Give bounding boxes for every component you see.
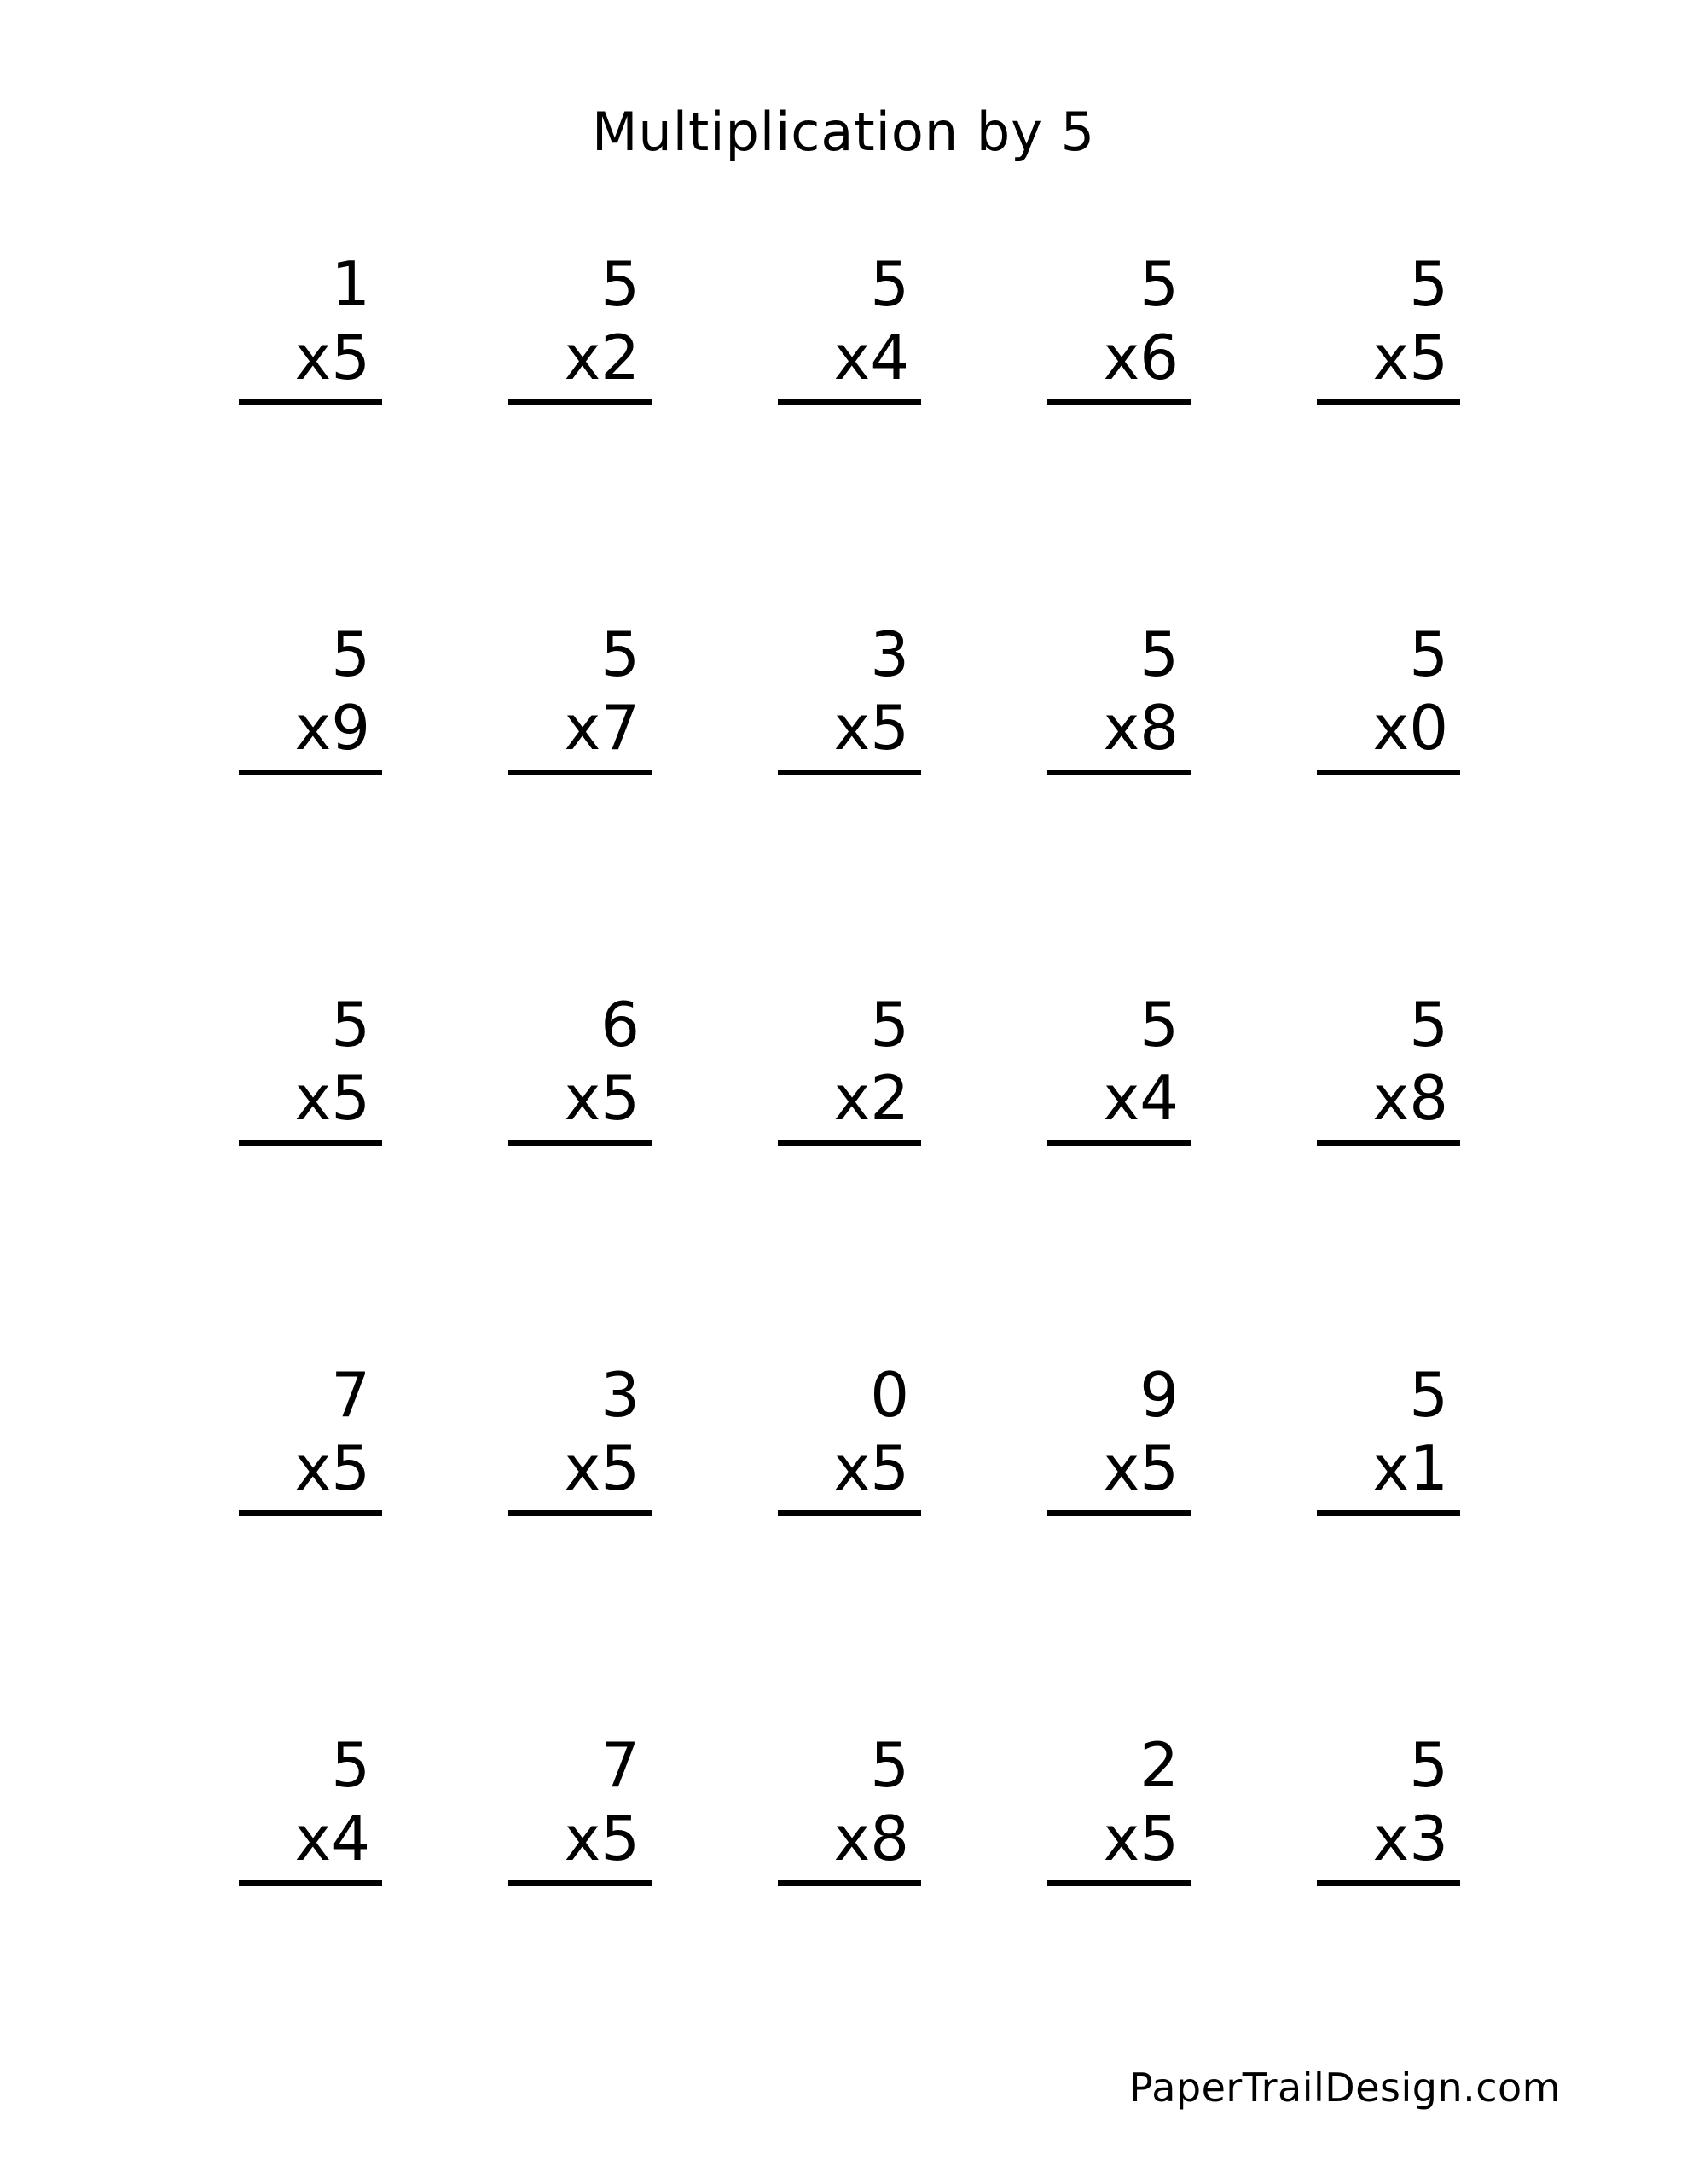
problem-factor-top: 3 bbox=[870, 619, 909, 690]
problem-item bbox=[1307, 1358, 1460, 1728]
problem-item bbox=[1037, 247, 1191, 618]
problem-item bbox=[498, 1358, 652, 1728]
problem-factor-top: 5 bbox=[1139, 619, 1179, 690]
problem-factor-bottom: x5 bbox=[564, 1062, 640, 1134]
problem-item bbox=[1307, 247, 1460, 618]
answer-rule bbox=[1047, 399, 1191, 405]
answer-rule bbox=[239, 1140, 382, 1146]
problem-factor-bottom: x1 bbox=[1372, 1432, 1448, 1504]
problem-factor-top: 9 bbox=[1139, 1359, 1179, 1431]
answer-rule bbox=[508, 770, 652, 775]
problem-factor-top: 5 bbox=[331, 619, 370, 690]
problem-factor-bottom: x8 bbox=[1372, 1062, 1448, 1134]
problem-factor-bottom: x9 bbox=[294, 692, 370, 764]
problem-factor-top: 1 bbox=[331, 248, 370, 320]
answer-rule bbox=[778, 770, 921, 775]
answer-rule bbox=[1047, 1880, 1191, 1886]
problem-factor-bottom: x4 bbox=[294, 1803, 370, 1874]
problem-item bbox=[768, 1728, 921, 2099]
problem-item bbox=[229, 988, 382, 1358]
problem-factor-bottom: x5 bbox=[294, 322, 370, 393]
answer-rule bbox=[508, 399, 652, 405]
problem-item bbox=[1307, 1728, 1460, 2099]
answer-rule bbox=[1047, 770, 1191, 775]
problem-factor-bottom: x5 bbox=[1103, 1432, 1179, 1504]
problem-factor-top: 5 bbox=[600, 248, 640, 320]
problem-factor-bottom: x2 bbox=[833, 1062, 909, 1134]
problem-item bbox=[768, 618, 921, 988]
problem-factor-bottom: x5 bbox=[294, 1062, 370, 1134]
problem-factor-bottom: x5 bbox=[564, 1803, 640, 1874]
answer-rule bbox=[508, 1140, 652, 1146]
problem-factor-bottom: x5 bbox=[294, 1432, 370, 1504]
problem-item bbox=[1037, 1728, 1191, 2099]
problem-item bbox=[768, 1358, 921, 1728]
problem-factor-bottom: x5 bbox=[1372, 322, 1448, 393]
problem-item bbox=[498, 1728, 652, 2099]
problem-factor-bottom: x5 bbox=[833, 1432, 909, 1504]
problem-item bbox=[229, 247, 382, 618]
problem-factor-bottom: x5 bbox=[564, 1432, 640, 1504]
problem-factor-top: 5 bbox=[1409, 619, 1448, 690]
problem-factor-top: 5 bbox=[870, 989, 909, 1060]
problem-factor-top: 0 bbox=[870, 1359, 909, 1431]
problems-grid bbox=[171, 247, 1518, 2099]
problem-factor-top: 5 bbox=[600, 619, 640, 690]
problem-factor-top: 3 bbox=[600, 1359, 640, 1431]
problem-item bbox=[1037, 618, 1191, 988]
problem-factor-bottom: x6 bbox=[1103, 322, 1179, 393]
answer-rule bbox=[508, 1880, 652, 1886]
problem-factor-top: 7 bbox=[600, 1729, 640, 1801]
problem-factor-top: 5 bbox=[1139, 248, 1179, 320]
problem-factor-bottom: x4 bbox=[1103, 1062, 1179, 1134]
problem-factor-bottom: x2 bbox=[564, 322, 640, 393]
problem-item bbox=[1307, 618, 1460, 988]
problem-factor-top: 5 bbox=[870, 1729, 909, 1801]
answer-rule bbox=[239, 1510, 382, 1516]
problem-factor-bottom: x5 bbox=[833, 692, 909, 764]
problem-factor-top: 5 bbox=[331, 1729, 370, 1801]
answer-rule bbox=[1317, 1140, 1460, 1146]
answer-rule bbox=[1047, 1140, 1191, 1146]
problem-item bbox=[229, 1358, 382, 1728]
answer-rule bbox=[239, 770, 382, 775]
answer-rule bbox=[239, 1880, 382, 1886]
answer-rule bbox=[1317, 1510, 1460, 1516]
problem-factor-top: 5 bbox=[1409, 1729, 1448, 1801]
answer-rule bbox=[1047, 1510, 1191, 1516]
problem-factor-bottom: x3 bbox=[1372, 1803, 1448, 1874]
problem-factor-bottom: x0 bbox=[1372, 692, 1448, 764]
answer-rule bbox=[778, 1140, 921, 1146]
problem-factor-top: 5 bbox=[870, 248, 909, 320]
answer-rule bbox=[508, 1510, 652, 1516]
answer-rule bbox=[1317, 770, 1460, 775]
problem-factor-top: 2 bbox=[1139, 1729, 1179, 1801]
problem-factor-top: 6 bbox=[600, 989, 640, 1060]
problem-item bbox=[1307, 988, 1460, 1358]
problem-item bbox=[1037, 1358, 1191, 1728]
problem-item bbox=[768, 988, 921, 1358]
answer-rule bbox=[239, 399, 382, 405]
problem-factor-top: 7 bbox=[331, 1359, 370, 1431]
problem-factor-bottom: x5 bbox=[1103, 1803, 1179, 1874]
page-title: Multiplication by 5 bbox=[591, 101, 1096, 163]
answer-rule bbox=[778, 1510, 921, 1516]
answer-rule bbox=[1317, 1880, 1460, 1886]
answer-rule bbox=[778, 399, 921, 405]
problem-factor-top: 5 bbox=[1409, 989, 1448, 1060]
footer-credit: PaperTrailDesign.com bbox=[1129, 2065, 1561, 2111]
problem-factor-bottom: x8 bbox=[833, 1803, 909, 1874]
problem-item bbox=[229, 1728, 382, 2099]
problem-item bbox=[229, 618, 382, 988]
problem-factor-top: 5 bbox=[1139, 989, 1179, 1060]
problem-item bbox=[1037, 988, 1191, 1358]
problem-item bbox=[498, 247, 652, 618]
problem-factor-top: 5 bbox=[331, 989, 370, 1060]
problem-item bbox=[768, 247, 921, 618]
problem-factor-bottom: x4 bbox=[833, 322, 909, 393]
problem-factor-bottom: x7 bbox=[564, 692, 640, 764]
problem-item bbox=[498, 988, 652, 1358]
answer-rule bbox=[1317, 399, 1460, 405]
problem-item bbox=[498, 618, 652, 988]
problem-factor-bottom: x8 bbox=[1103, 692, 1179, 764]
answer-rule bbox=[778, 1880, 921, 1886]
problem-factor-top: 5 bbox=[1409, 1359, 1448, 1431]
problem-factor-top: 5 bbox=[1409, 248, 1448, 320]
